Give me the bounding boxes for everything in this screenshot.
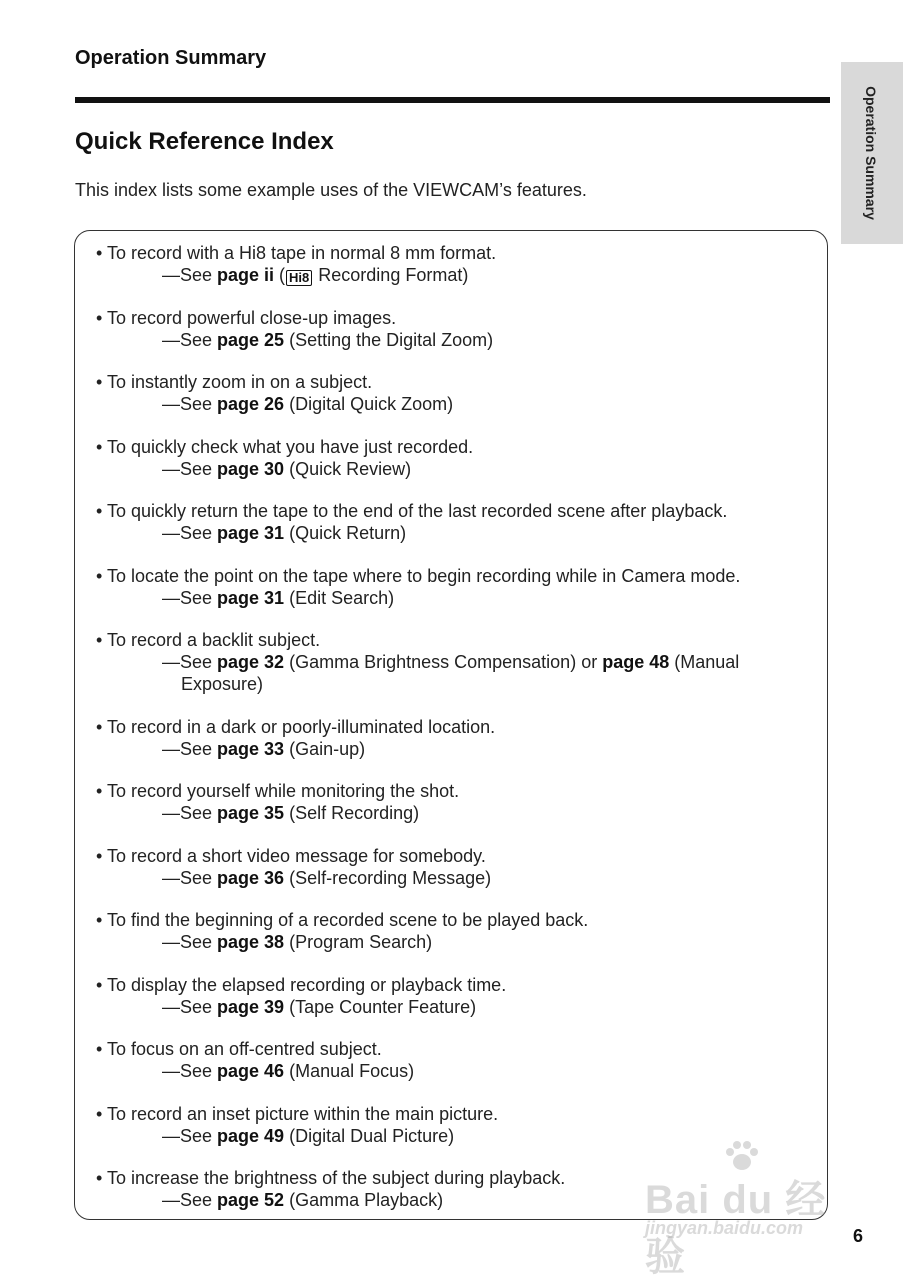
index-item: [96, 974, 816, 1039]
page-ref: page ii: [217, 265, 275, 285]
see-line: —See page 26 (Digital Quick Zoom): [162, 394, 454, 414]
see-line: —See page 31 (Edit Search): [162, 587, 395, 608]
use-text: • To record a backlit subject.: [96, 630, 321, 650]
page-ref: page 48: [602, 652, 670, 672]
use-text: • To record yourself while monitoring the shot.: [96, 781, 460, 801]
watermark-url: jingyan.baidu.com: [645, 1218, 804, 1238]
index-item: [96, 845, 816, 910]
watermark-main: Bai du 经验: [645, 1178, 827, 1279]
hi8-logo: Hi8: [286, 270, 312, 286]
side-tab-label: Operation Summary: [863, 86, 879, 220]
index-item: [96, 629, 816, 716]
watermark: [645, 1140, 855, 1279]
index-item: [96, 780, 816, 845]
use-text: • To record with a Hi8 tape in normal 8 mm format.: [96, 243, 497, 263]
use-text: • To record an inset picture within the main picture.: [96, 1103, 499, 1124]
page-ref: page 26: [217, 394, 285, 414]
page-ref: page 39: [217, 996, 285, 1017]
index-item: [96, 500, 816, 565]
see-line: —See page 25 (Setting the Digital Zoom): [162, 329, 494, 350]
page-ref: page 36: [217, 867, 285, 888]
see-line: —See page 30 (Quick Review): [162, 458, 412, 479]
index-item: [96, 371, 816, 436]
page-ref: page 46: [217, 1061, 285, 1081]
use-text: • To increase the brightness of the subject during playback.: [96, 1168, 566, 1188]
index-item: [96, 716, 816, 781]
see-line: —See page 32 (Gamma Brightness Compensation) or page 48 (Manual: [162, 652, 740, 672]
use-text: • To record a short video message for somebody.: [96, 845, 486, 866]
use-text: • To display the elapsed recording or playback time.: [96, 974, 507, 995]
see-line: —See page 36 (Self-recording Message): [162, 867, 492, 888]
index-item: [96, 242, 816, 307]
page-title: Quick Reference Index: [75, 128, 334, 155]
use-text: • To instantly zoom in on a subject.: [96, 372, 373, 392]
index-item: [96, 436, 816, 501]
use-text: • To locate the point on the tape where to begin recording while in Camera mode.: [96, 565, 741, 586]
intro-text: This index lists some example uses of the VIEWCAM’s features.: [75, 180, 587, 200]
index-item: [96, 307, 816, 372]
index-item: [96, 565, 816, 630]
page-ref: page 49: [217, 1125, 285, 1146]
see-line: —See page 35 (Self Recording): [162, 803, 420, 823]
page-ref: page 25: [217, 329, 285, 350]
use-text: • To record powerful close-up images.: [96, 307, 397, 328]
header-rule: [75, 97, 830, 103]
use-text: • To find the beginning of a recorded scene to be played back.: [96, 910, 589, 930]
see-line: —See page 33 (Gain-up): [162, 738, 366, 759]
see-line: —See page ii ( Hi8 Recording Format): [162, 265, 469, 285]
page-ref: page 35: [217, 803, 285, 823]
page-ref: page 31: [217, 587, 285, 608]
see-line: —See page 46 (Manual Focus): [162, 1061, 415, 1081]
index-item: [96, 909, 816, 974]
page-ref: page 31: [217, 523, 285, 543]
section-header: Operation Summary: [75, 47, 267, 69]
see-line: —See page 38 (Program Search): [162, 932, 433, 952]
see-line: —See page 39 (Tape Counter Feature): [162, 996, 477, 1017]
use-text: • To quickly check what you have just recorded.: [96, 436, 474, 457]
page-ref: page 33: [217, 738, 285, 759]
use-text: • To quickly return the tape to the end of the last recorded scene after playback.: [96, 501, 728, 521]
index-list: [96, 242, 816, 1232]
see-line: —See page 49 (Digital Dual Picture): [162, 1125, 455, 1146]
use-text: • To record in a dark or poorly-illuminated location.: [96, 716, 496, 737]
see-line-continued: Exposure): [181, 674, 264, 694]
index-item: [96, 1038, 816, 1103]
page-ref: page 30: [217, 458, 285, 479]
page-number: 6: [853, 1226, 864, 1246]
page-ref: page 38: [217, 932, 285, 952]
page-ref: page 52: [217, 1190, 285, 1210]
see-line: —See page 31 (Quick Return): [162, 523, 407, 543]
use-text: • To focus on an off-centred subject.: [96, 1039, 382, 1059]
see-line: —See page 52 (Gamma Playback): [162, 1190, 444, 1210]
page-ref: page 32: [217, 652, 285, 672]
